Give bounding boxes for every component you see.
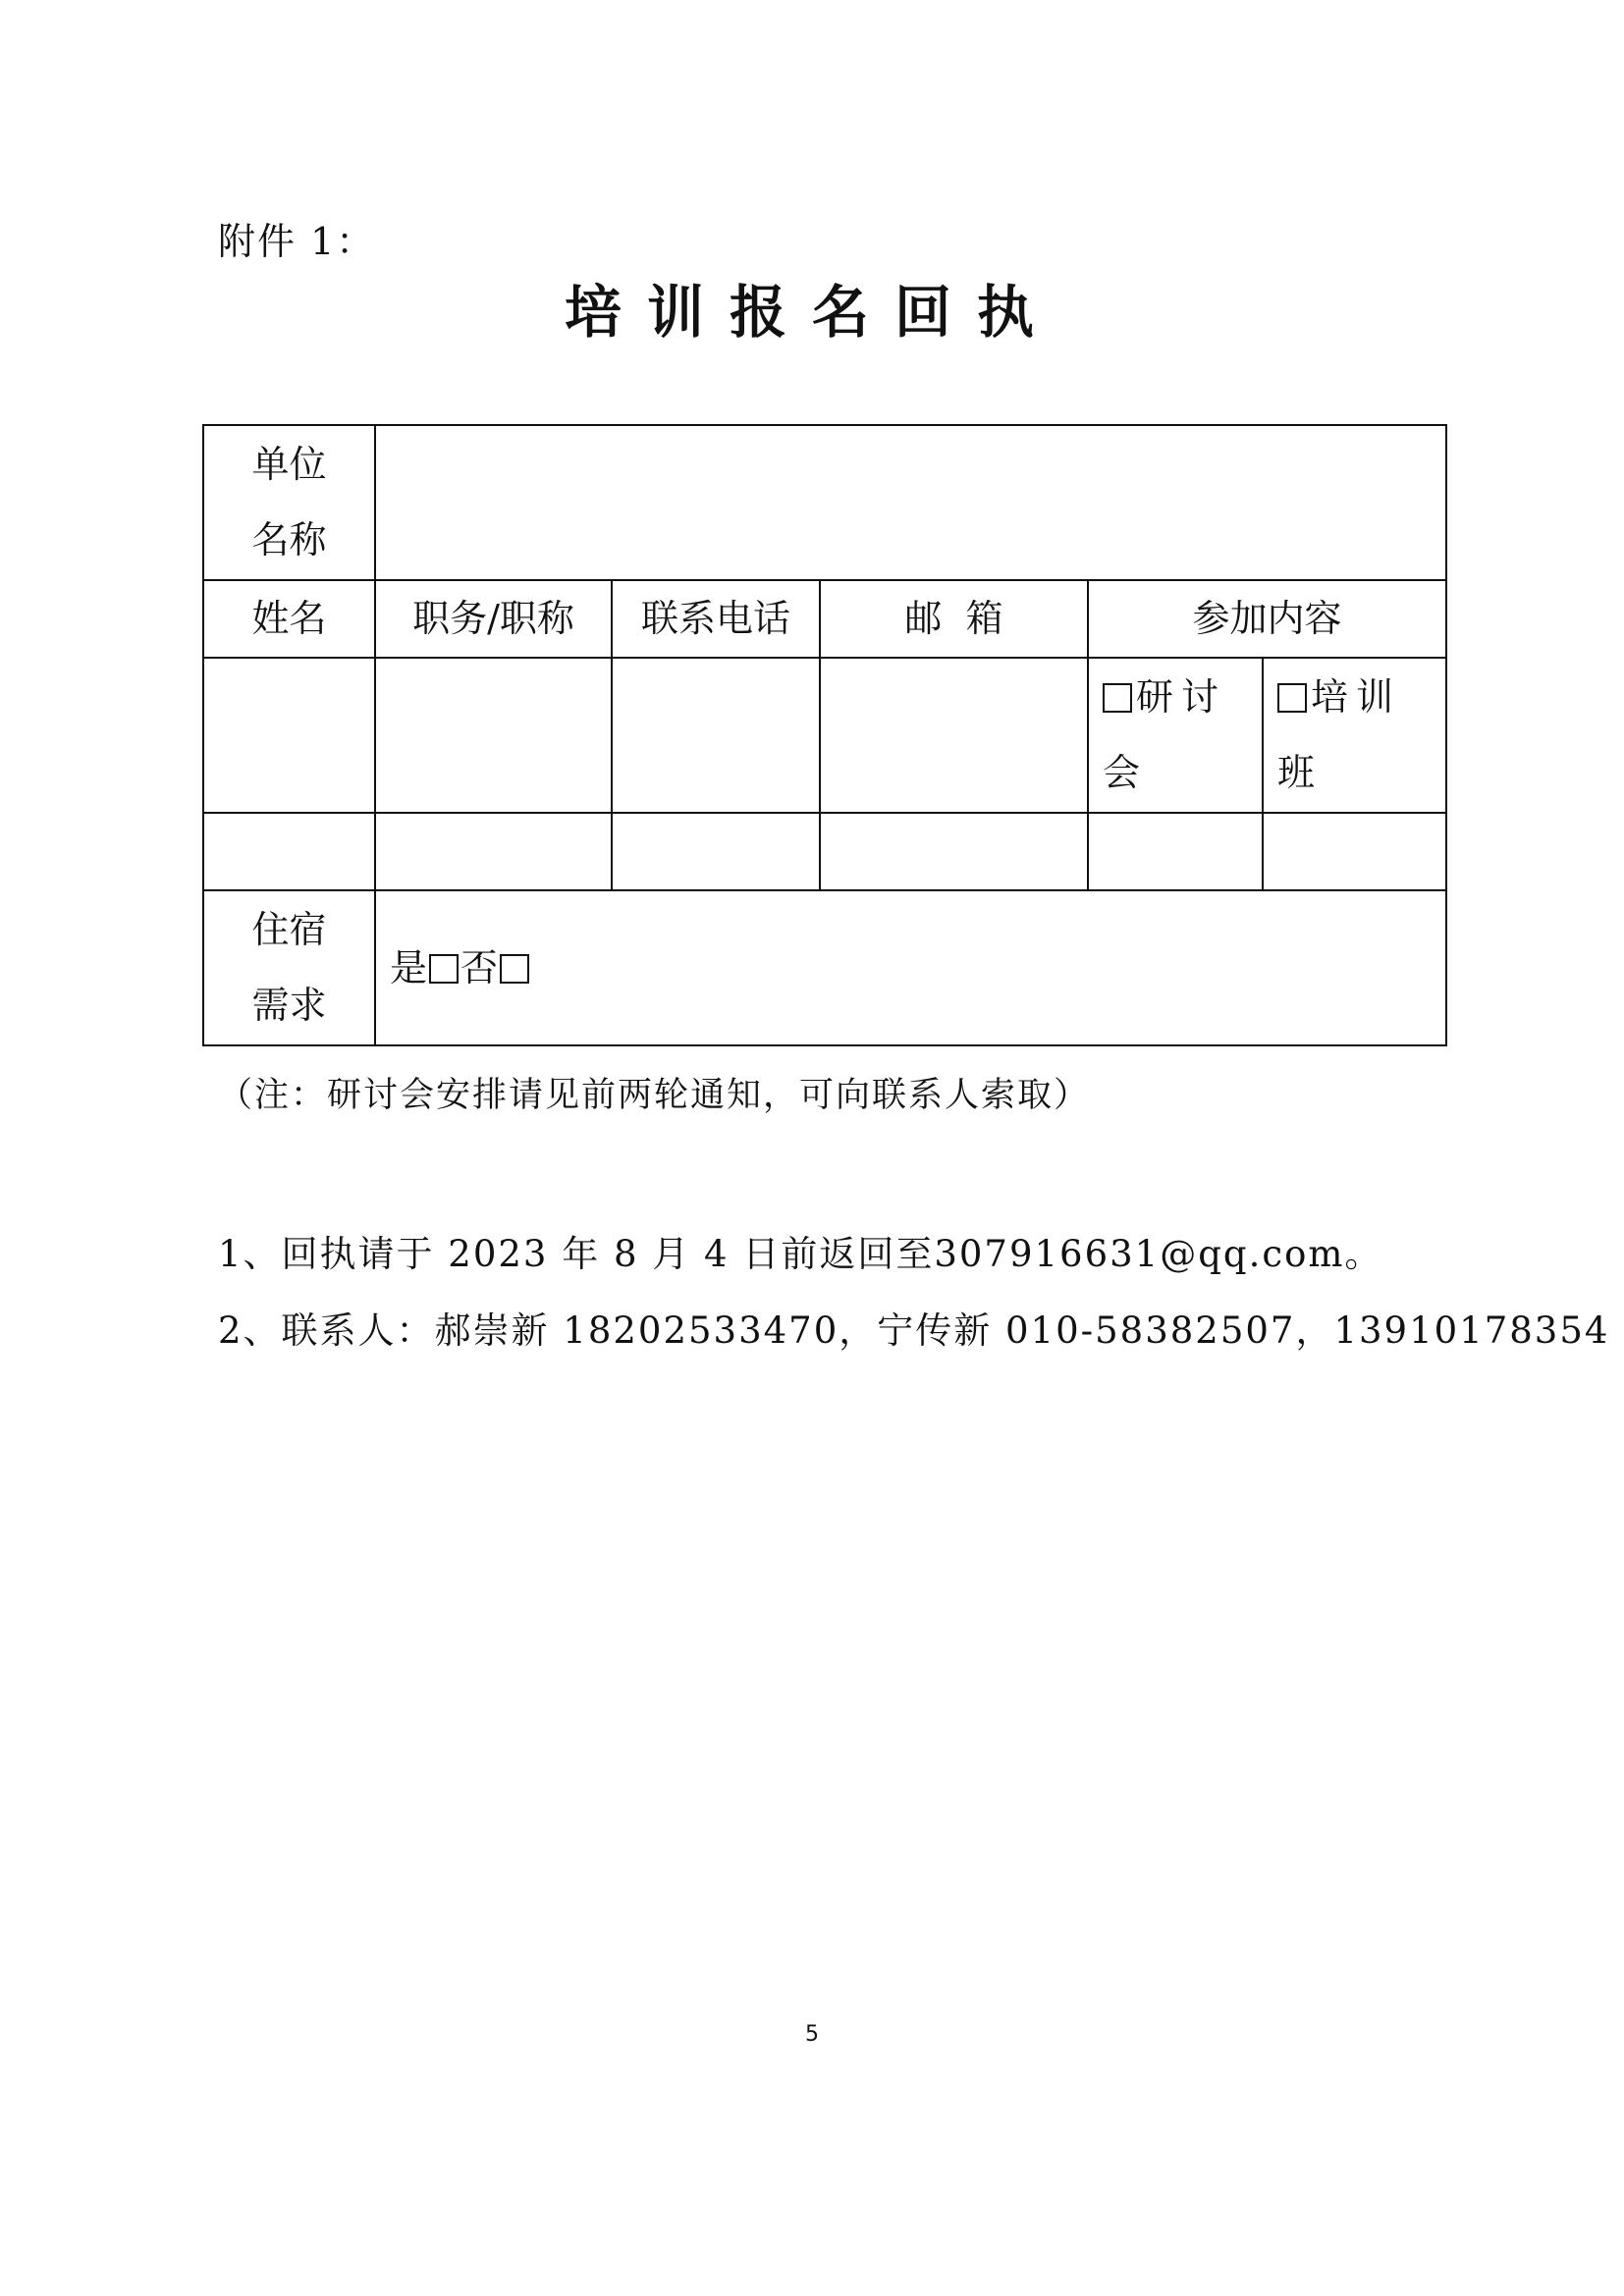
lodging-no-checkbox[interactable]	[500, 954, 529, 984]
page-number: 5	[805, 2022, 819, 2047]
position-field[interactable]	[375, 658, 612, 813]
training-field-2[interactable]	[1263, 813, 1446, 890]
header-phone: 联系电话	[612, 580, 820, 658]
unit-name-field[interactable]	[375, 425, 1446, 580]
page-title: 培训报名回执	[564, 279, 1059, 346]
lodging-yes-checkbox[interactable]	[429, 954, 459, 984]
table-note: （注：研讨会安排请见前两轮通知，可向联系人索取）	[218, 1076, 1091, 1115]
attachment-label: 附件 1：	[218, 220, 376, 263]
email-field-2[interactable]	[820, 813, 1088, 890]
registration-form-table	[202, 424, 1447, 1046]
position-field-2[interactable]	[375, 813, 612, 890]
instruction-return-deadline: 1、回执请于 2023 年 8 月 4 日前返回至307916631@qq.com。	[218, 1233, 1383, 1275]
lodging-no-label: 否	[460, 945, 499, 989]
seminar-option[interactable]	[1088, 658, 1263, 813]
header-email: 邮 箱	[820, 580, 1088, 658]
training-option[interactable]	[1263, 658, 1446, 813]
lodging-label	[203, 890, 375, 1045]
name-field[interactable]	[203, 658, 375, 813]
unit-name-label	[203, 425, 375, 580]
seminar-option-label: 研讨会	[1103, 675, 1227, 794]
phone-field[interactable]	[612, 658, 820, 813]
lodging-label-line2: 需求	[251, 984, 327, 1027]
header-participation: 参加内容	[1088, 580, 1446, 658]
seminar-checkbox[interactable]	[1103, 683, 1132, 713]
seminar-field-2[interactable]	[1088, 813, 1263, 890]
header-position: 职务/职称	[375, 580, 612, 658]
lodging-yes-label: 是	[390, 945, 428, 989]
unit-name-label-line1: 单位	[251, 443, 327, 486]
instruction-contacts: 2、联系人：郝崇新 18202533470，宁传新 010-58382507，13910178354	[218, 1309, 1610, 1352]
training-option-label: 培训班	[1277, 675, 1402, 794]
header-name: 姓名	[203, 580, 375, 658]
lodging-label-line1: 住宿	[251, 908, 327, 951]
unit-name-label-line2: 名称	[251, 518, 327, 561]
email-field[interactable]	[820, 658, 1088, 813]
phone-field-2[interactable]	[612, 813, 820, 890]
name-field-2[interactable]	[203, 813, 375, 890]
lodging-options	[375, 890, 1446, 1045]
training-checkbox[interactable]	[1277, 683, 1307, 713]
